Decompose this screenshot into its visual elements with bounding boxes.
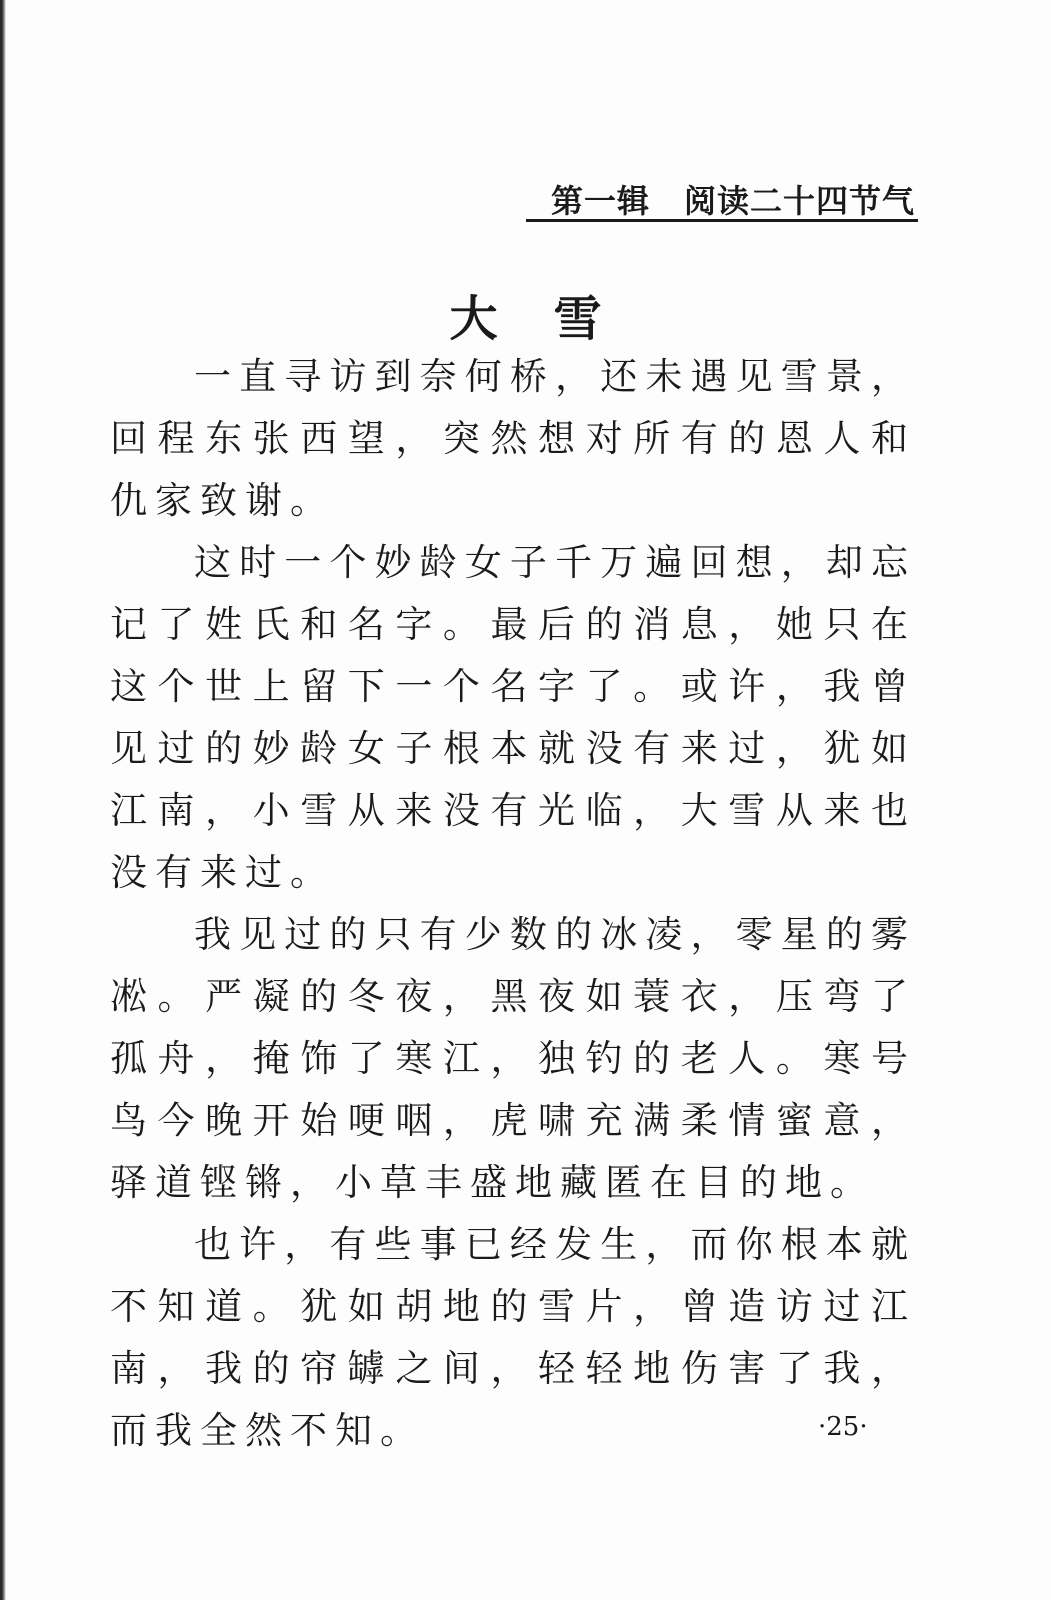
paragraph: 也许，有些事已经发生，而你根本就不知道。犹如胡地的雪片，曾造访过江南，我的帘罅之间，轻轻地伤害了我，而我全然不知。 [110,1223,916,1452]
page-edge-shadow [0,0,6,1600]
header-rule [526,219,918,222]
running-head-section: 第一辑 [550,182,650,220]
paragraph: 这时一个妙龄女子千万遍回想，却忘记了姓氏和名字。最后的消息，她只在这个世上留下一个名字了。或许，我曾见过的妙龄女子根本就没有来过，犹如江南，小雪从来没有光临，大雪从来也没有来过。 [110,541,916,894]
running-head [520,176,915,222]
paragraph: 一直寻访到奈何桥，还未遇见雪景，回程东张西望，突然想对所有的恩人和仇家致谢。 [110,355,916,522]
body-text [110,346,916,1462]
chapter-title: 大雪 [449,291,658,347]
paragraph: 我见过的只有少数的冰凌，零星的雾凇。严凝的冬夜，黑夜如蓑衣，压弯了孤舟，掩饰了寒江，独钓的老人。寒号鸟今晚开始哽咽，虎啸充满柔情蜜意，驿道铿锵，小草丰盛地藏匿在目的地。 [110,913,916,1204]
running-head-book: 阅读二十四节气 [683,182,915,220]
page-number: ·25· [818,1412,868,1442]
